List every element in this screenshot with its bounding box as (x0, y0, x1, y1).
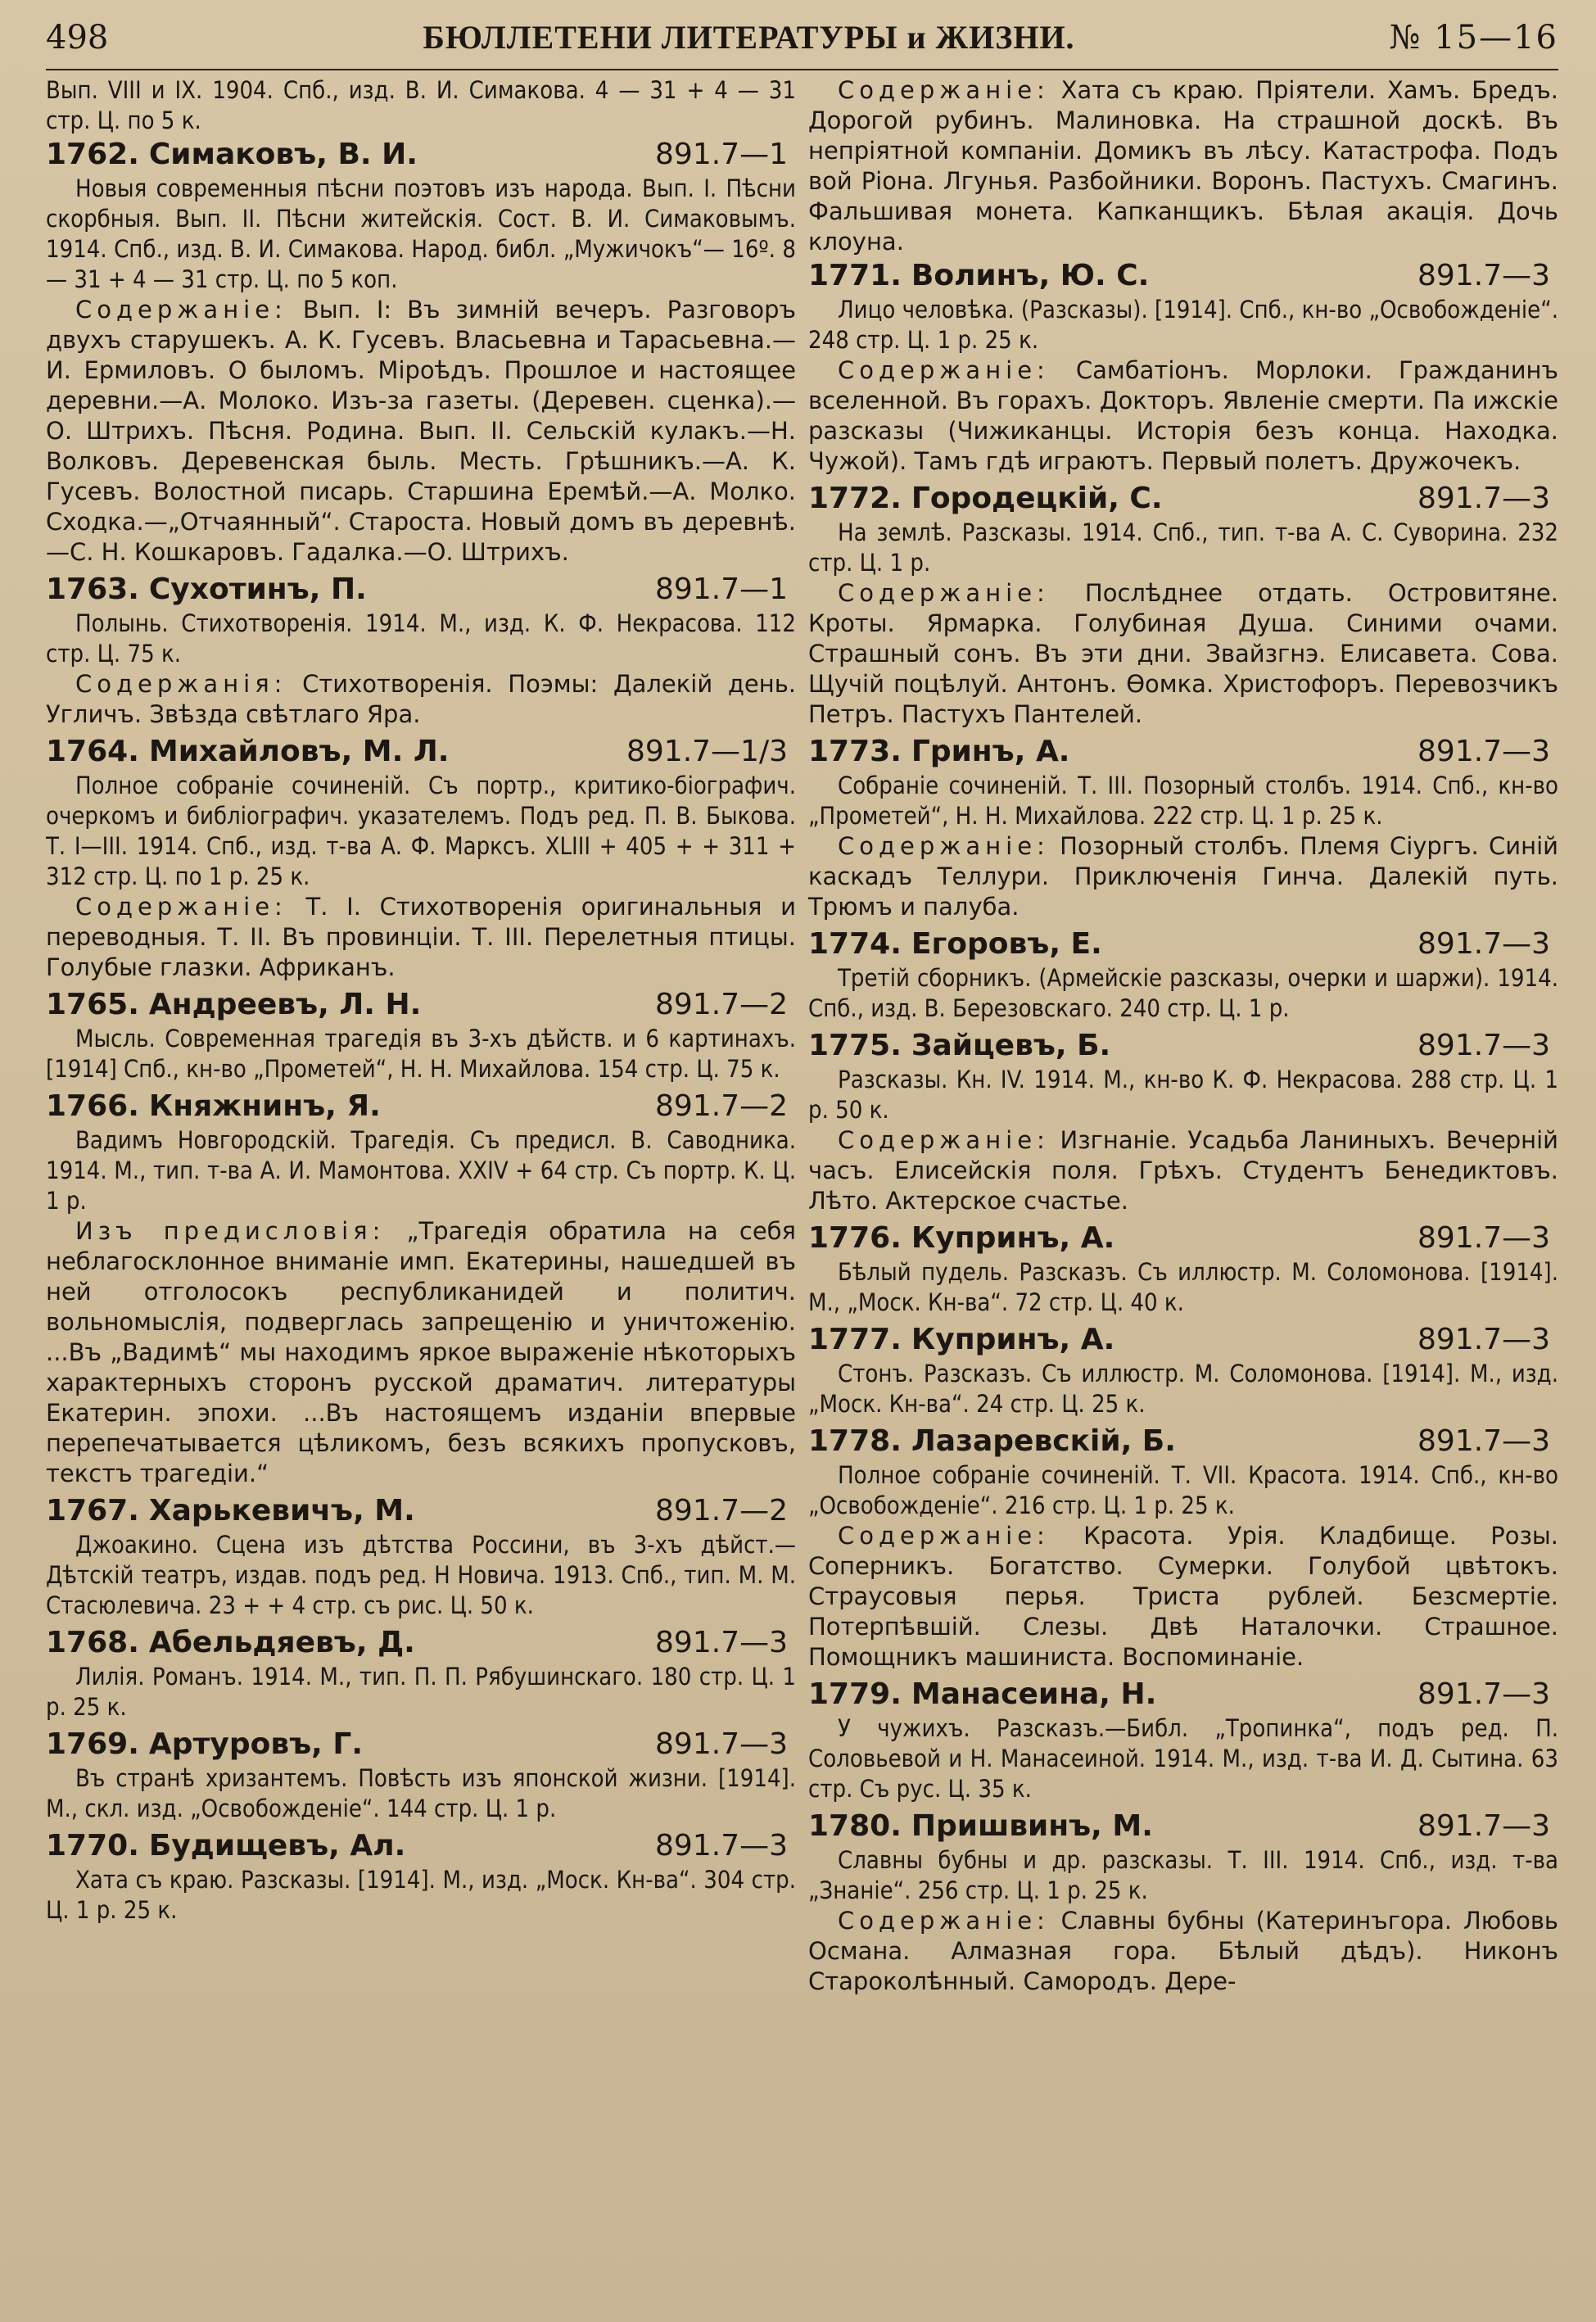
entry-heading (808, 926, 1558, 963)
left-column (46, 75, 796, 2000)
contents-text: Хата съ краю. Пріятели. Хамъ. Бредъ. Дорогой рубинъ. Малиновка. На страшной доскѣ. Въ непріятной компаніи. Домикъ въ лѣсу. Катастрофа. Подъ вой Ріона. Лгунья. Разбойники. Воронъ. Пастухъ. Смагинъ. Фальшивая монета. Капканщикъ. Бѣлая акація. Дочь клоуна. (808, 76, 1558, 256)
bibliography-entry (808, 1423, 1558, 1672)
entry-description: Разсказы. Кн. IV. 1914. М., кн-во К. Ф. Некрасова. 288 стр. Ц. 1 р. 50 к. (808, 1066, 1558, 1124)
entry-description: Полное собраніе сочиненій. Т. VII. Красота. 1914. Спб., кн-во „Освобожденіе“. 216 стр. Ц. 1 р. 25 к. (808, 1461, 1558, 1519)
entry-number: 1767. (46, 1494, 139, 1528)
contents-text: „Трагедія обратила на себя неблагосклонное вниманіе имп. Екатерины, нашедшей въ ней отголосокъ республиканидей и политич. вольномыслія, подверглась запрещенію и уничтоженію. ...Въ „Вадимѣ“ мы находимъ яркое выраженіе нѣкоторыхъ характерныхъ сторонъ русской драматич. литературы Екатерин. эпохи. ...Въ настоящемъ изданіи впервые перепечатывается цѣликомъ, безъ всякихъ пропусковъ, текстъ трагедіи.“ (46, 1217, 796, 1487)
left-entries (46, 136, 796, 1926)
entry-classification: 891.7—3 (1417, 1424, 1550, 1458)
contents-label: Содержаніе: (838, 579, 1050, 607)
entry-heading (46, 1726, 796, 1763)
entry-author: Зайцевъ, Б. (911, 1029, 1111, 1062)
contents-text: Позорный столбъ. Племя Сіургъ. Синій каскадъ Теллури. Приключенія Гинча. Далекій путь. Трюмъ и палуба. (808, 832, 1559, 921)
entry-number: 1769. (46, 1727, 139, 1761)
entry-heading (808, 1220, 1558, 1257)
bibliography-entry (808, 1220, 1558, 1318)
entry-author-line (46, 571, 367, 609)
contents-label: Содержанія: (75, 670, 287, 698)
running-title: БЮЛЛЕТЕНИ ЛИТЕРАТУРЫ и ЖИЗНИ. (423, 19, 1075, 56)
entry-author: Волинъ, Ю. С. (911, 259, 1150, 292)
entry-classification: 891.7—3 (1417, 259, 1550, 292)
entry-contents (46, 295, 796, 568)
entry-classification: 891.7—3 (1417, 1029, 1550, 1062)
bibliography-entry (46, 1726, 796, 1824)
entry-heading (46, 571, 796, 609)
entry-author-line (808, 1321, 1114, 1359)
entry-author-line (46, 733, 449, 771)
entry-heading (46, 1624, 796, 1662)
entry-author-line (808, 1808, 1153, 1845)
entry-author-line (46, 1492, 415, 1530)
entry-author-line (808, 1027, 1110, 1065)
contents-label: Содержаніе: (838, 76, 1050, 104)
entry-heading (808, 1676, 1558, 1713)
entry-heading (46, 733, 796, 771)
entry-heading (46, 1492, 796, 1530)
right-entries (808, 257, 1558, 1997)
entry-number: 1777. (808, 1323, 902, 1356)
entry-heading (808, 257, 1558, 295)
continuation-text: Вып. VIII и IX. 1904. Спб., изд. В. И. Симакова. 4 — 31 + 4 — 31 стр. Ц. по 5 к. (46, 76, 796, 134)
entry-description: Лилія. Романъ. 1914. М., тип. П. П. Рябушинскаго. 180 стр. Ц. 1 р. 25 к. (46, 1663, 796, 1721)
bibliography-entry (808, 1808, 1558, 1997)
entry-description: Хата съ краю. Разсказы. [1914]. М., изд. „Моск. Кн-ва“. 304 стр. Ц. 1 р. 25 к. (46, 1866, 796, 1924)
entry-number: 1780. (808, 1809, 902, 1843)
entry-classification: 891.7—3 (1417, 1221, 1550, 1255)
entry-number: 1776. (808, 1221, 902, 1255)
contents-label: Изъ предисловія: (75, 1217, 386, 1245)
entry-author-line (46, 986, 421, 1024)
entry-classification: 891.7—3 (1417, 927, 1550, 961)
entry-classification: 891.7—2 (655, 1494, 788, 1528)
bibliography-entry (46, 136, 796, 568)
entry-heading (808, 1423, 1558, 1460)
entry-heading (808, 480, 1558, 518)
entry-heading (808, 1808, 1558, 1845)
bibliography-entry (808, 1027, 1558, 1216)
contents-text: Стихотворенія. Поэмы: Далекій день. Угличъ. Звѣзда свѣтлаго Яра. (46, 670, 796, 728)
bibliography-entry (46, 1088, 796, 1489)
entry-author-line (808, 733, 1069, 771)
entry-author: Андреевъ, Л. Н. (148, 988, 422, 1021)
entry-author: Княжнинъ, Я. (148, 1089, 381, 1123)
entry-author: Харькевичъ, М. (148, 1494, 415, 1528)
entry-author-line (808, 1220, 1114, 1257)
entry-author-line (46, 1624, 415, 1662)
entry-classification: 891.7—3 (1417, 1677, 1550, 1711)
entry-description: На землѣ. Разсказы. 1914. Спб., тип. т-ва А. С. Суворина. 232 стр. Ц. 1 р. (808, 518, 1558, 577)
bibliography-entry (46, 986, 796, 1084)
entry-number: 1774. (808, 927, 902, 961)
contents-text: Славны бубны (Катеринъгора. Любовь Османа. Алмазная гора. Бѣлый дѣдъ). Никонъ Староколѣнный. Самородъ. Дере- (808, 1907, 1559, 1995)
entry-contents (808, 578, 1558, 730)
bibliography-entry (808, 257, 1558, 477)
bibliography-entry (808, 480, 1558, 730)
contents-text: Красота. Урія. Кладбище. Розы. Соперникъ. Богатство. Сумерки. Голубой цвѣтокъ. Страусовыя перья. Триста рублей. Безсмертіе. Потерпѣвшій. Слезы. Двѣ Наталочки. Страшное. Помощникъ машиниста. Воспоминаніе. (808, 1522, 1558, 1671)
entry-number: 1771. (808, 259, 902, 292)
entry-contents (808, 1125, 1558, 1216)
entry-number: 1766. (46, 1089, 139, 1123)
entry-description: Въ странѣ хризантемъ. Повѣсть изъ японской жизни. [1914]. М., скл. изд. „Освобожденіе“. 144 стр. Ц. 1 р. (46, 1764, 796, 1822)
entry-classification: 891.7—3 (1417, 1323, 1550, 1356)
entry-classification: 891.7—1/3 (626, 735, 788, 768)
entry-heading (808, 733, 1558, 771)
entry-author-line (46, 1827, 405, 1865)
entry-classification: 891.7—3 (655, 1626, 788, 1659)
entry-author-line (808, 1676, 1156, 1713)
entry-author: Сухотинъ, П. (148, 573, 367, 606)
entry-description: Полынь. Стихотворенія. 1914. М., изд. К. Ф. Некрасова. 112 стр. Ц. 75 к. (46, 609, 796, 668)
entry-author: Городецкій, С. (911, 482, 1163, 515)
contents-label: Содержаніе: (838, 832, 1050, 860)
contents-text: Вып. I: Въ зимній вечеръ. Разговоръ двухъ старушекъ. А. К. Гусевъ. Власьевна и Тарасьевна.—И. Ермиловъ. О быломъ. Міроѣдъ. Прошлое и настоящее деревни.—А. Молоко. Изъ-за газеты. (Деревен. сценка).—О. Штрихъ. Пѣсня. Родина. Вып. II. Сельскій кулакъ.—Н. Волковъ. Деревенская быль. Месть. Грѣшникъ.—А. К. Гусевъ. Волостной писарь. Старшина Еремѣй.—А. Молко. Сходка.—„Отчаянный“. Староста. Новый домъ въ деревнѣ.—С. Н. Кошкаровъ. Гадалка.—О. Штрихъ. (46, 296, 796, 566)
entry-classification: 891.7—3 (1417, 482, 1550, 515)
entry-classification: 891.7—3 (655, 1829, 788, 1863)
entry-number: 1775. (808, 1029, 902, 1062)
entry-number: 1779. (808, 1677, 902, 1711)
entry-heading (46, 986, 796, 1024)
page-header (46, 18, 1558, 70)
entry-author: Артуровъ, Г. (148, 1727, 363, 1761)
columns (46, 75, 1558, 2000)
bibliography-entry (808, 1676, 1558, 1804)
entry-classification: 891.7—2 (655, 1089, 788, 1123)
bibliography-entry (46, 1624, 796, 1722)
contents-label: Содержаніе: (838, 1522, 1050, 1550)
entry-number: 1773. (808, 735, 902, 768)
entry-author-line (46, 136, 418, 174)
entry-description: Бѣлый пудель. Разсказъ. Съ иллюстр. М. Соломонова. [1914]. М., „Моск. Кн-ва“. 72 стр. Ц. 40 к. (808, 1258, 1558, 1316)
entry-heading (808, 1321, 1558, 1359)
entry-number: 1765. (46, 988, 139, 1021)
entry-number: 1764. (46, 735, 139, 768)
entry-number: 1768. (46, 1626, 139, 1659)
bibliography-entry (46, 571, 796, 730)
entry-heading (46, 136, 796, 174)
right-column (808, 75, 1558, 2000)
entry-author: Симаковъ, В. И. (148, 138, 418, 171)
entry-description: Вадимъ Новгородскій. Трагедія. Съ предисл. В. Саводника. 1914. М., тип. т-ва А. И. Мамонтова. XXIV + 64 стр. Съ портр. К. Ц. 1 р. (46, 1126, 796, 1215)
entry-number: 1778. (808, 1424, 902, 1458)
entry-heading (46, 1827, 796, 1865)
bibliography-entry (808, 733, 1558, 922)
entry-description: Славны бубны и др. разсказы. Т. III. 1914. Спб., изд. т-ва „Знаніе“. 256 стр. Ц. 1 р. 25 к. (808, 1846, 1558, 1904)
entry-classification: 891.7—3 (1417, 1809, 1550, 1843)
entry-description: Стонъ. Разсказъ. Съ иллюстр. М. Соломонова. [1914]. М., изд. „Моск. Кн-ва“. 24 стр. Ц. 25 к. (808, 1360, 1558, 1418)
entry-number: 1763. (46, 573, 139, 606)
entry-description: Джоакино. Сцена изъ дѣтства Россини, въ 3-хъ дѣйст.—Дѣтскій театръ, издав. подъ ред. Н Новича. 1913. Спб., тип. М. М. Стасюлевича. 23 + + 4 стр. съ рис. Ц. 50 к. (46, 1531, 796, 1619)
entry-description: Полное собраніе сочиненій. Съ портр., критико-біографич. очеркомъ и библіографич. указателемъ. Подъ ред. П. В. Быкова. Т. I—III. 1914. Спб., изд. т-ва А. Ф. Марксъ. XLIII + 405 + + 311 + 312 стр. Ц. по 1 р. 25 к. (46, 772, 796, 890)
entry-classification: 891.7—3 (655, 1727, 788, 1761)
entry-contents (808, 831, 1558, 922)
entry-classification: 891.7—1 (655, 573, 788, 606)
entry-heading (808, 1027, 1558, 1065)
entry-author-line (808, 480, 1163, 518)
entry-contents (46, 669, 796, 730)
entry-author: Лазаревскій, Б. (911, 1424, 1176, 1458)
entry-contents (808, 355, 1558, 477)
entry-author: Купринъ, А. (911, 1221, 1115, 1255)
entry-author: Пришвинъ, М. (911, 1809, 1153, 1843)
entry-classification: 891.7—3 (1417, 735, 1550, 768)
contents-text: Послѣднее отдать. Островитяне. Кроты. Ярмарка. Голубиная Душа. Синими очами. Страшный сонъ. Въ эти дни. Звайзгнэ. Елисавета. Сова. Щучій поцѣлуй. Антонъ. Ѳомка. Христофоръ. Перевозчикъ Петръ. Пастухъ Пантелей. (808, 579, 1558, 728)
entry-description: Лицо человѣка. (Разсказы). [1914]. Спб., кн-во „Освобожденіе“. 248 стр. Ц. 1 р. 25 к. (808, 296, 1558, 354)
bibliography-entry (46, 733, 796, 983)
continuation-contents (808, 75, 1558, 257)
bibliography-entry (808, 1321, 1558, 1419)
entry-author-line (808, 257, 1149, 295)
bibliography-entry (46, 1492, 796, 1621)
entry-description: Третій сборникъ. (Армейскіе разсказы, очерки и шаржи). 1914. Спб., изд. В. Березовскаго. 240 стр. Ц. 1 р. (808, 964, 1558, 1022)
entry-number: 1770. (46, 1829, 139, 1863)
entry-classification: 891.7—2 (655, 988, 788, 1021)
contents-text: Т. I. Стихотворенія оригинальныя и переводныя. Т. II. Въ провинціи. Т. III. Перелетныя птицы. Голубые глазки. Африканъ. (46, 893, 796, 981)
contents-label: Содержаніе: (75, 296, 287, 324)
contents-text: Самбатіонъ. Морлоки. Гражданинъ вселенной. Въ горахъ. Докторъ. Явленіе смерти. Па ижскіе разсказы (Чижиканцы. Исторія безъ конца. Находка. Чужой). Тамъ гдѣ играютъ. Первый полетъ. Дружочекъ. (808, 356, 1559, 475)
contents-label: Содержаніе: (838, 1907, 1050, 1935)
bibliography-entry (808, 926, 1558, 1024)
entry-author: Михайловъ, М. Л. (148, 735, 450, 768)
page-number: 498 (46, 19, 109, 57)
entry-author: Абельдяевъ, Д. (148, 1626, 415, 1659)
entry-author: Будищевъ, Ал. (148, 1829, 406, 1863)
entry-description: У чужихъ. Разсказъ.—Библ. „Тропинка“, подъ ред. П. Соловьевой и Н. Манасеиной. 1914. М., изд. т-ва И. Д. Сытина. 63 стр. Съ рус. Ц. 35 к. (808, 1714, 1558, 1803)
issue-number: № 15—16 (1389, 19, 1558, 57)
entry-contents (808, 1521, 1558, 1672)
entry-description: Собраніе сочиненій. Т. III. Позорный столбъ. 1914. Спб., кн-во „Прометей“, Н. Н. Михайлова. 222 стр. Ц. 1 р. 25 к. (808, 772, 1558, 830)
bibliography-entry (46, 1827, 796, 1926)
entry-author: Гринъ, А. (911, 735, 1070, 768)
entry-author: Манасеина, Н. (911, 1677, 1157, 1711)
entry-author-line (808, 1423, 1176, 1460)
entry-heading (46, 1088, 796, 1125)
entry-author: Купринъ, А. (911, 1323, 1115, 1356)
contents-label: Содержаніе: (75, 893, 287, 921)
entry-author-line (46, 1726, 363, 1763)
entry-number: 1762. (46, 138, 139, 171)
entry-contents (46, 892, 796, 983)
entry-author-line (808, 926, 1102, 963)
entry-contents (46, 1216, 796, 1489)
contents-text: Изгнаніе. Усадьба Ланиныхъ. Вечерній часъ. Елисейскія поля. Грѣхъ. Студентъ Бенедиктовъ. Лѣто. Актерское счастье. (808, 1126, 1558, 1215)
entry-number: 1772. (808, 482, 902, 515)
contents-label: Содержаніе: (838, 356, 1050, 384)
entry-description: Мысль. Современная трагедія въ 3-хъ дѣйств. и 6 картинахъ. [1914] Спб., кн-во „Прометей“, Н. Н. Михайлова. 154 стр. Ц. 75 к. (46, 1025, 796, 1083)
entry-classification: 891.7—1 (655, 138, 788, 171)
entry-author-line (46, 1088, 381, 1125)
entry-description: Новыя современныя пѣсни поэтовъ изъ народа. Вып. I. Пѣсни скорбныя. Вып. II. Пѣсни житейскія. Сост. В. И. Симаковымъ. 1914. Спб., изд. В. И. Симакова. Народ. библ. „Мужичокъ“— 16º. 8 — 31 + 4 — 31 стр. Ц. по 5 коп. (46, 174, 796, 293)
entry-contents (808, 1906, 1558, 1997)
contents-label: Содержаніе: (838, 1126, 1050, 1154)
entry-author: Егоровъ, Е. (911, 927, 1102, 961)
